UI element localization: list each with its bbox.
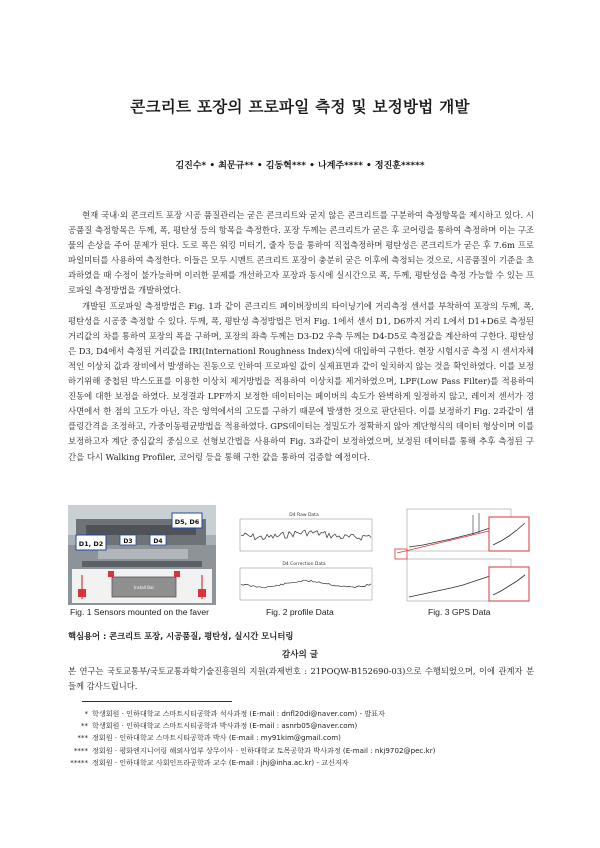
footnote: [62, 708, 542, 720]
footnote-mark: *: [84, 709, 88, 718]
footnote-text: 학생회원 · 인하대학교 스마트시티공학과 박사과정 (E-mail : asnrb05@naver.com): [92, 721, 358, 731]
paper-title: 콘크리트 포장의 프로파일 측정 및 보정방법 개발: [130, 98, 470, 116]
gps-data-figure: [393, 505, 534, 605]
abstract-body: [68, 208, 534, 465]
keywords: 핵심용어 : 콘크리트 포장, 시공품질, 평탄성, 실시간 모니터링: [68, 631, 294, 641]
paver-sensor-photo: [68, 505, 216, 605]
footnote-divider: [82, 701, 232, 702]
paragraph-2: 개발된 프로파일 측정방법은 Fig. 1과 같이 콘크리트 페이버장비의 타이닝기에 거리측정 센서를 부착하여 포장의 두께, 폭, 평탄성을 시공중 측정할 수 있다. 두께, 폭, 평탄성 측정방법은 먼저 Fig. 1에서 센서 D1, D6까지 거리 L에서 D1+D6로 측정된 거리값의 차를 통하여 포장의 폭을 구하며, 포장의 좌측 두께는 D3-D2 우측 두께는 D4-D5로 측정값을 계산하여 구한다. 평탄성은 D3, D4에서 측정된 거리값을 IRI(Internationl Roughness Index)식에 대입하여 구한다. 현장 시험시공 측정 시 센서자체적인 이상치 값과 장비에서 발생하는 진동으로 인하여 프로파일 값이 실제표면과 같이 일치하지 않는 것을 확인하였다. 이를 보정하기위해 중첩된 박스도표를 이용한 이상치 제거방법을 적용하여 이상치를 제거하였으며, LPF(Low Pass Filter)를 적용하여 진동에 대한 보정을 하였다. 보정결과 LPF까지 보정한 데이터이는 페이버의 속도가 완벽하게 일정하지 않고, 레이저 센서가 경사면에서 한 점의 고도가 아닌, 작은 영역에서의 고도를 구하기 때문에 발생한 것으로 판단된다. 이를 보정하기 Fig. 2과같이 샘플링간격을 조정하고, 가중이동평균방법을 적용하였다. GPS데이터는 정밀도가 정확하지 않아 계단형식의 데이터 형상이며 이를 보정하고자 계단 중심값의 중심으로 선형보간법을 사용하여 Fig. 3과같이 보정하였으며, 보정된 데이터를 통해 추후 측정된 구간을 다시 Walking Profiler, 코어링 등을 통해 구한 값을 통하여 검증할 예정이다.: [68, 300, 534, 462]
corrected-data-line: [241, 580, 371, 588]
gps-plots: [393, 505, 534, 605]
footnotes: [62, 708, 542, 769]
footnote-text: 정회원 · 인하대학교 사회인프라공학과 교수 (E-mail : jhj@inha.ac.kr) - 교신저자: [92, 757, 349, 767]
profile-data-figure: [230, 507, 378, 605]
label-install-bar: Install Bar: [133, 585, 155, 590]
figure-row: [68, 505, 534, 630]
acknowledgment-body: 본 연구는 국토교통부/국토교통과학기술진흥원의 지원(과제번호 : 21POQW-B152690-03)으로 수행되었으며, 이에 관계자 분들께 감사드립니다.: [68, 666, 534, 691]
raw-data-line: [241, 530, 371, 540]
footnote: [62, 732, 542, 744]
footnote-text: 정회원 · 평화엔지니어링 해외사업부 상무이사 · 인하대학교 토목공학과 박사과정 (E-mail : nkj9702@pec.kr): [92, 745, 436, 755]
footnote-text: 정회원 · 인하대학교 스마트시티공학과 박사 (E-mail : my91kim@gmail.com): [92, 733, 341, 743]
footnote: [62, 745, 542, 757]
footnote-mark: ***: [77, 733, 88, 743]
footnote: [62, 757, 542, 769]
footnote-mark: ****: [73, 745, 88, 755]
label-d5-d6: D5, D6: [174, 518, 200, 526]
acknowledgment-text: [68, 664, 534, 694]
footnote: [62, 720, 542, 732]
acknowledgment-heading: 감사의 글: [281, 650, 319, 660]
corrected-plot-title: D4 Correction Data: [282, 562, 326, 567]
paragraph-1: 현재 국내·외 콘크리트 포장 시공 품질관리는 굳은 콘크리트와 굳지 않은 콘크리트를 구분하여 측정항목을 제시하고 있다. 시공품질 측정항목은 두께, 폭, 평탄성 등의 항목을 측정한다. 포장 두께는 콘크리트가 굳은 후 코어링을 통하여 측정하며 이는 구조물의 손상을 주어 문제가 된다. 도로 폭은 워킹 미터기, 줄자 등을 통하여 직접측정하며 평탄성은 콘크리트가 굳은 후 7.6m 프로파일미터를 사용하여 측정한다. 이들은 모두 시멘트 콘크리트 포장이 충분히 굳은 이후에 측정되는 것으로, 시공품질이 기준을 초과하였을 때 수정이 불가능하며 이러한 문제를 개선하고자 포장과 동시에 실시간으로 폭, 두께, 평탄성을 측정 가능할 수 있는 프로파일 측정방법을 개발하였다.: [68, 210, 534, 296]
profile-plots: [230, 507, 378, 605]
paver-photo-illustration: [68, 505, 216, 605]
label-d1-d2: D1, D2: [78, 540, 104, 548]
footnote-text: 학생회원 · 인하대학교 스마트시티공학과 석사과정 (E-mail : dnfl20di@naver.com) - 발표자: [92, 709, 385, 718]
gps-zoom-box-bottom: [489, 567, 529, 601]
figure-1-caption: Fig. 1 Sensors mounted on the faver: [70, 607, 210, 617]
label-d3: D3: [123, 538, 133, 545]
raw-plot-title: D4 Raw Data: [289, 513, 319, 518]
author-list: 김진수* • 최문규** • 김동혁*** • 나계주**** • 정진훈*****: [175, 161, 425, 171]
footnote-mark: **: [80, 721, 88, 731]
figure-2-caption: Fig. 2 profile Data: [266, 607, 334, 617]
footnote-mark: *****: [70, 757, 88, 767]
gps-zoom-box-top: [489, 517, 529, 551]
label-d4: D4: [153, 538, 163, 545]
figure-3-caption: Fig. 3 GPS Data: [428, 607, 491, 617]
